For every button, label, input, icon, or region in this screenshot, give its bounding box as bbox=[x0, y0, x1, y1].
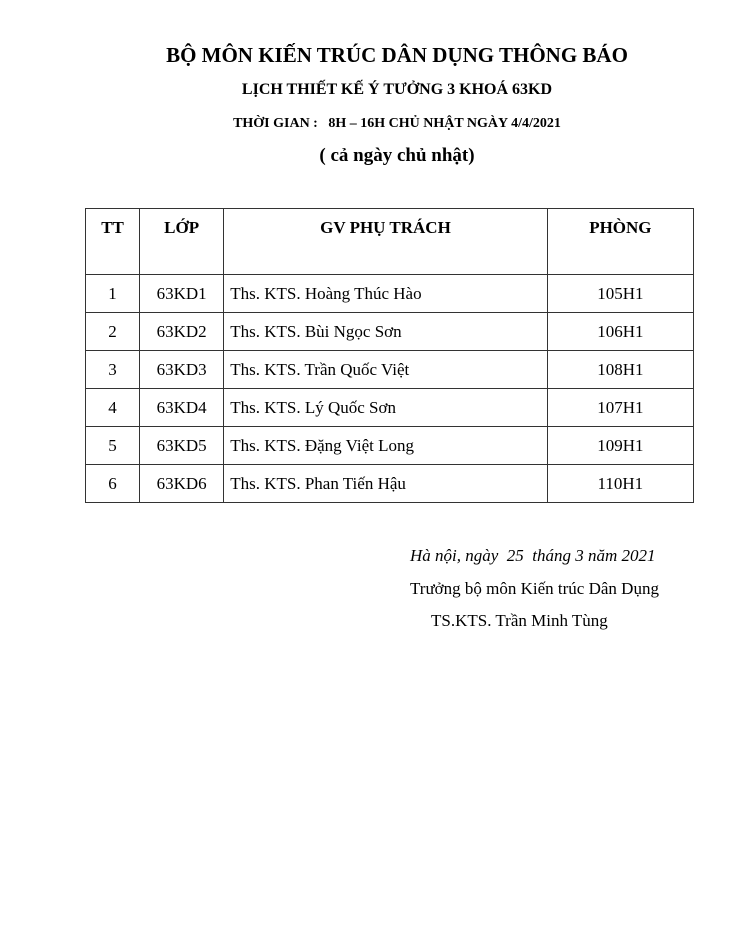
schedule-time: THỜI GIAN : 8H – 16H CHỦ NHẬT NGÀY 4/4/2021 bbox=[233, 116, 561, 131]
cell-gv: Ths. KTS. Phan Tiến Hậu bbox=[224, 465, 548, 503]
cell-phong: 105H1 bbox=[547, 275, 693, 313]
document-subtitle: LỊCH THIẾT KẾ Ý TƯỞNG 3 KHOÁ 63KD bbox=[241, 81, 553, 98]
cell-gv: Ths. KTS. Hoàng Thúc Hào bbox=[224, 275, 548, 313]
cell-tt: 5 bbox=[86, 427, 140, 465]
table-row bbox=[86, 313, 694, 351]
cell-phong: 109H1 bbox=[547, 427, 693, 465]
cell-tt: 4 bbox=[86, 389, 140, 427]
signature-place-date: Hà nội, ngày 25 tháng 3 năm 2021 bbox=[410, 546, 656, 565]
signature-name: TS.KTS. Trần Minh Tùng bbox=[431, 611, 608, 630]
table-header-row bbox=[86, 209, 694, 275]
table-row bbox=[86, 427, 694, 465]
signature-position: Trưởng bộ môn Kiến trúc Dân Dụng bbox=[410, 579, 659, 598]
cell-lop: 63KD4 bbox=[140, 389, 224, 427]
column-header-phong: PHÒNG bbox=[547, 209, 693, 275]
cell-phong: 108H1 bbox=[547, 351, 693, 389]
cell-lop: 63KD2 bbox=[140, 313, 224, 351]
schedule-table bbox=[85, 208, 694, 503]
cell-lop: 63KD1 bbox=[140, 275, 224, 313]
cell-tt: 6 bbox=[86, 465, 140, 503]
table-row bbox=[86, 389, 694, 427]
table-row bbox=[86, 275, 694, 313]
cell-gv: Ths. KTS. Lý Quốc Sơn bbox=[224, 389, 548, 427]
cell-phong: 106H1 bbox=[547, 313, 693, 351]
table-row bbox=[86, 465, 694, 503]
column-header-tt: TT bbox=[86, 209, 140, 275]
cell-phong: 107H1 bbox=[547, 389, 693, 427]
cell-lop: 63KD6 bbox=[140, 465, 224, 503]
cell-lop: 63KD5 bbox=[140, 427, 224, 465]
schedule-note: ( cả ngày chủ nhật) bbox=[319, 145, 475, 166]
document-title: BỘ MÔN KIẾN TRÚC DÂN DỤNG THÔNG BÁO bbox=[166, 43, 628, 67]
cell-gv: Ths. KTS. Trần Quốc Việt bbox=[224, 351, 548, 389]
cell-phong: 110H1 bbox=[547, 465, 693, 503]
cell-tt: 1 bbox=[86, 275, 140, 313]
cell-gv: Ths. KTS. Đặng Việt Long bbox=[224, 427, 548, 465]
table-row bbox=[86, 351, 694, 389]
cell-tt: 2 bbox=[86, 313, 140, 351]
cell-gv: Ths. KTS. Bùi Ngọc Sơn bbox=[224, 313, 548, 351]
cell-tt: 3 bbox=[86, 351, 140, 389]
cell-lop: 63KD3 bbox=[140, 351, 224, 389]
column-header-lop: LỚP bbox=[140, 209, 224, 275]
column-header-gv: GV PHỤ TRÁCH bbox=[224, 209, 548, 275]
